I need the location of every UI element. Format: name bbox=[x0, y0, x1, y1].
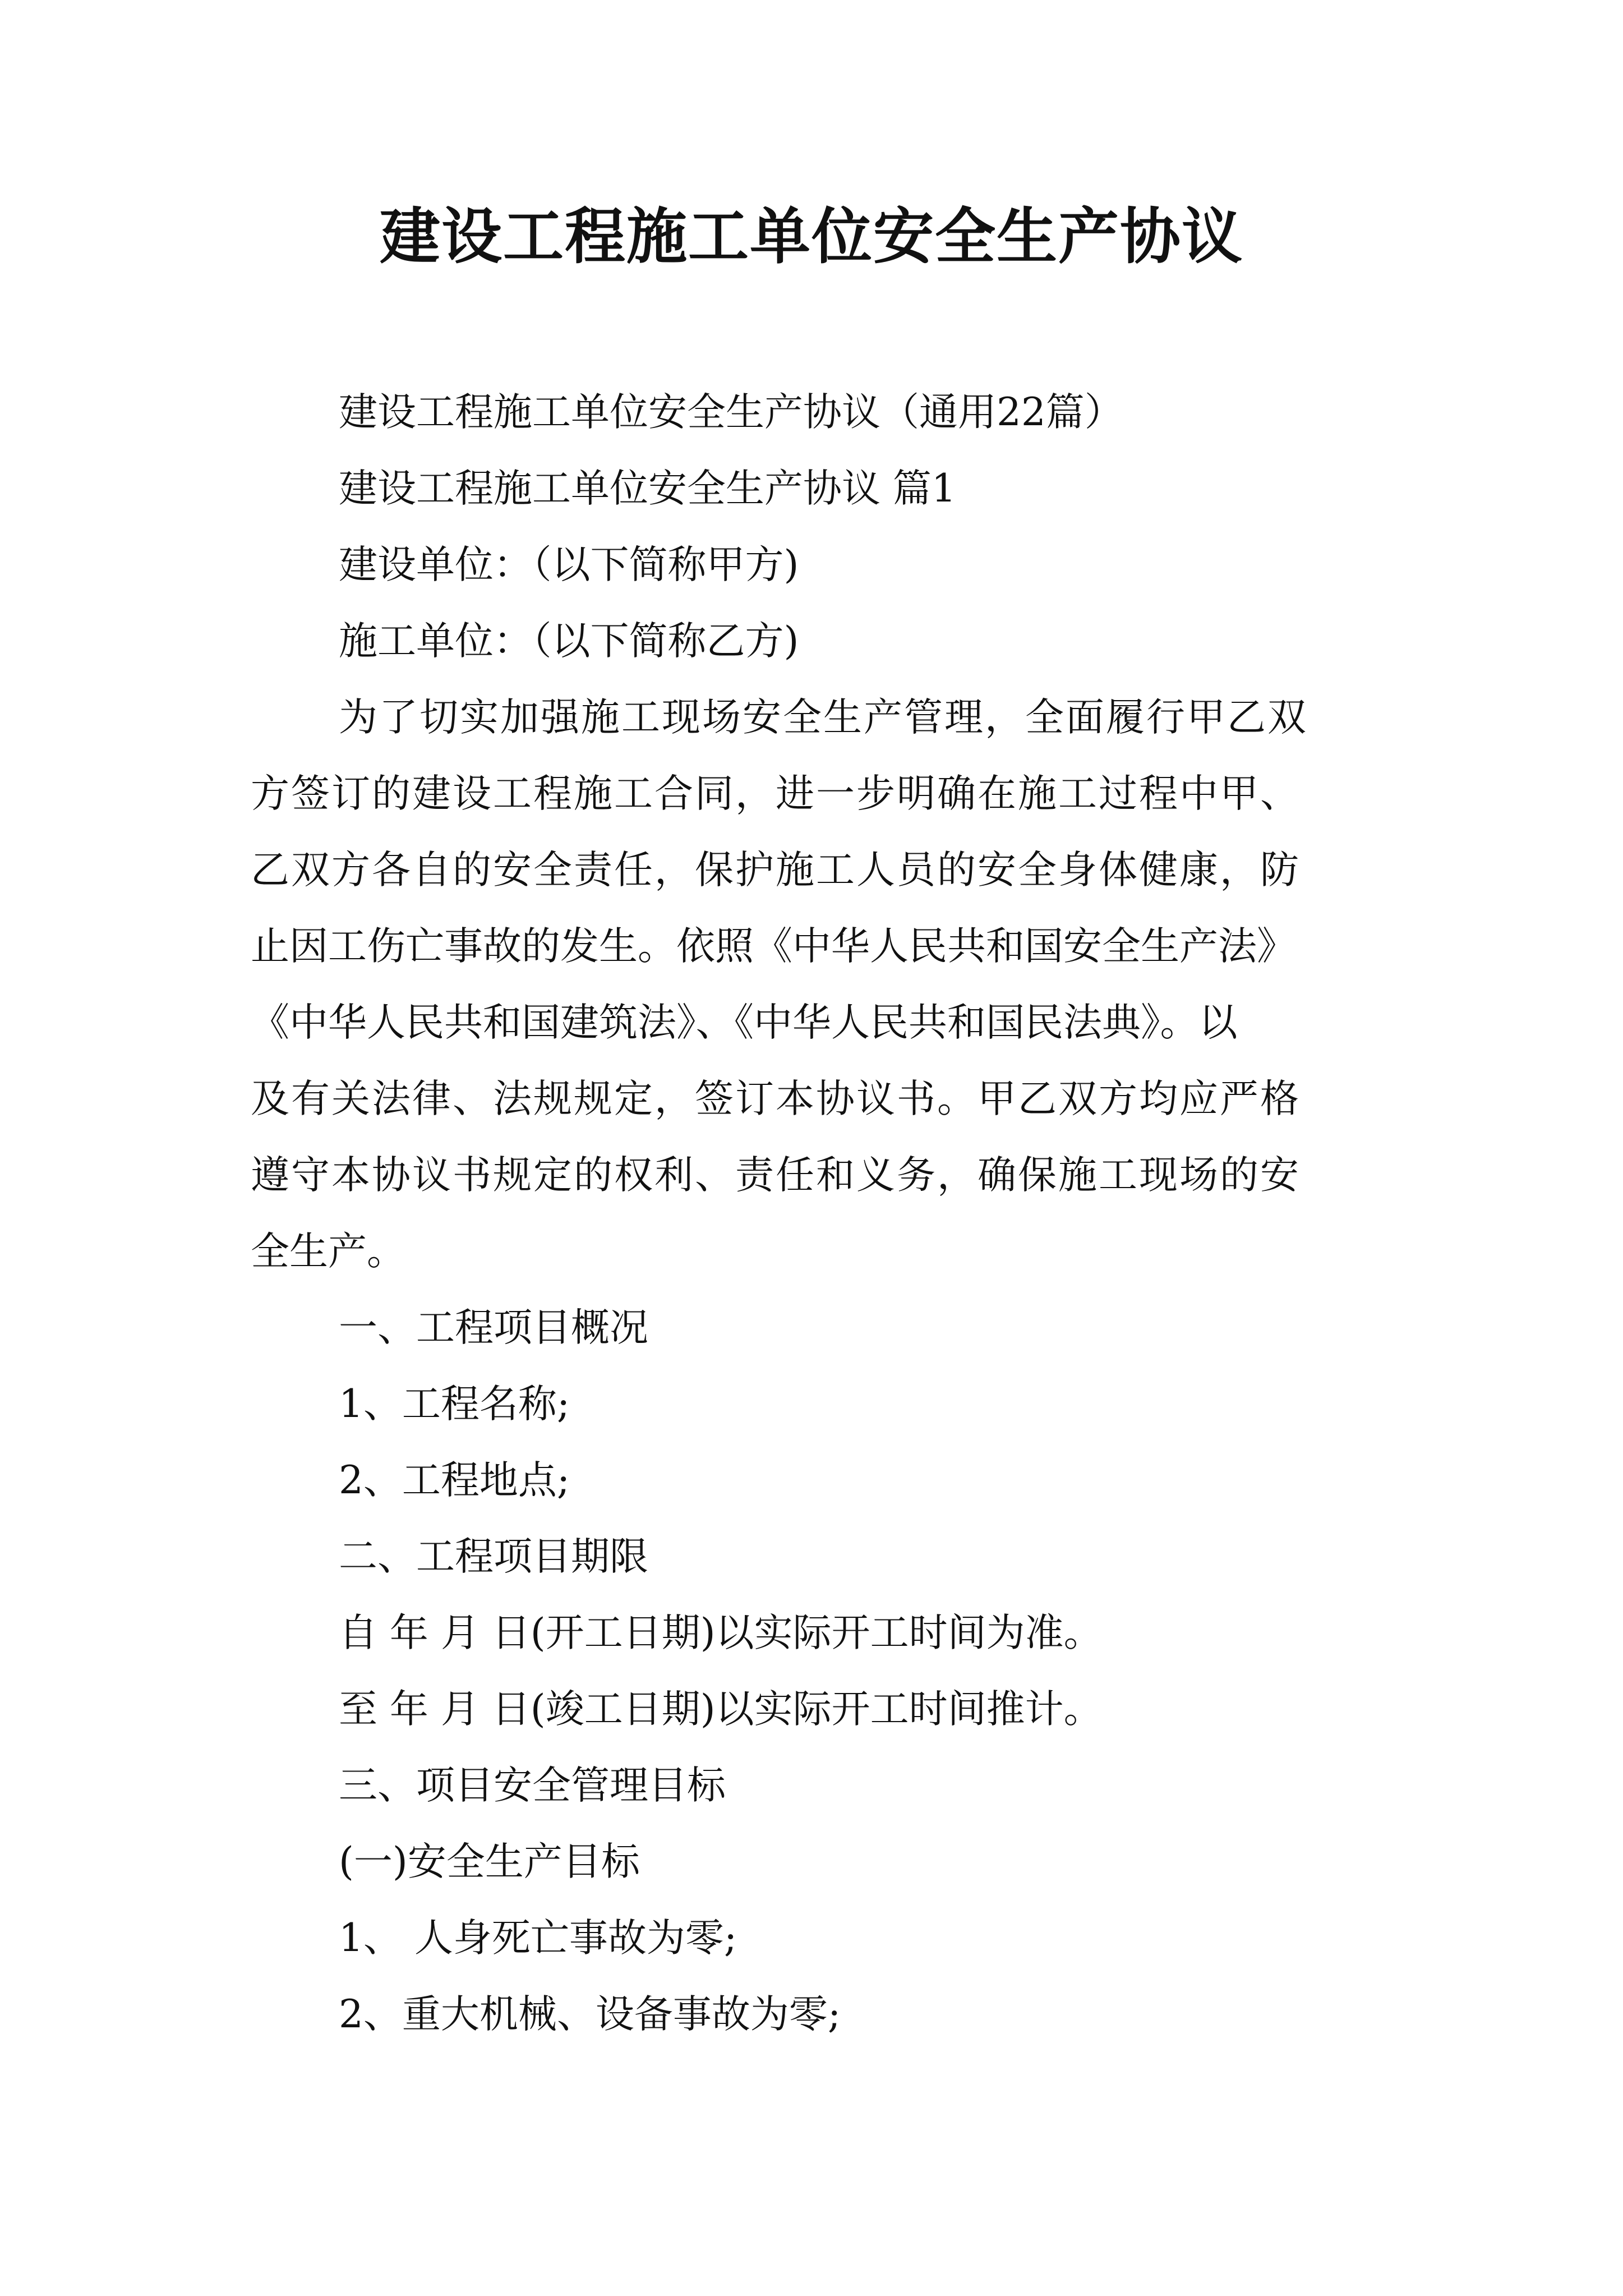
intro-paragraph-line: 乙双方各自的安全责任，保护施工人员的安全身体健康，防 bbox=[251, 848, 1301, 892]
section-2-start-date: 自 年 月 日(开工日期)以实际开工时间为准。 bbox=[339, 1611, 1103, 1655]
section-2-end-date: 至 年 月 日(竣工日期)以实际开工时间推计。 bbox=[339, 1687, 1103, 1732]
section-1-item-project-name: 1、工程名称; bbox=[339, 1382, 570, 1427]
intro-paragraph-line: 及有关法律、法规规定，签订本协议书。甲乙双方均应严格 bbox=[251, 1076, 1301, 1121]
document-subtitle: 建设工程施工单位安全生产协议（通用22篇） bbox=[339, 390, 1123, 435]
section-1-heading: 一、工程项目概况 bbox=[339, 1305, 648, 1350]
section-3-subheading: (一)安全生产目标 bbox=[339, 1839, 640, 1884]
party-a-line: 建设单位：（以下简称甲方) bbox=[339, 542, 799, 587]
document-title: 建设工程施工单位安全生产协议 bbox=[379, 201, 1243, 272]
intro-paragraph-line: 方签订的建设工程施工合同，进一步明确在施工过程中甲、 bbox=[251, 771, 1301, 816]
section-heading: 建设工程施工单位安全生产协议 篇1 bbox=[339, 466, 956, 511]
intro-paragraph-line: 全生产。 bbox=[251, 1229, 405, 1274]
section-3-goal-2: 2、重大机械、设备事故为零; bbox=[339, 1992, 841, 2037]
section-3-heading: 三、项目安全管理目标 bbox=[339, 1763, 726, 1808]
intro-paragraph-line: 《中华人民共和国建筑法》、《中华人民共和国民法典》。以 bbox=[251, 1000, 1238, 1045]
intro-paragraph-line: 止因工伤亡事故的发生。依照《中华人民共和国安全生产法》 bbox=[251, 924, 1295, 969]
intro-paragraph-line: 为了切实加强施工现场安全生产管理，全面履行甲乙双 bbox=[339, 695, 1308, 740]
section-1-item-project-location: 2、工程地点; bbox=[339, 1458, 570, 1503]
intro-paragraph-line: 遵守本协议书规定的权利、责任和义务，确保施工现场的安 bbox=[251, 1153, 1301, 1198]
party-b-line: 施工单位：（以下简称乙方) bbox=[339, 619, 799, 664]
section-2-heading: 二、工程项目期限 bbox=[339, 1534, 648, 1579]
section-3-goal-1: 1、 人身死亡事故为零; bbox=[339, 1916, 737, 1961]
